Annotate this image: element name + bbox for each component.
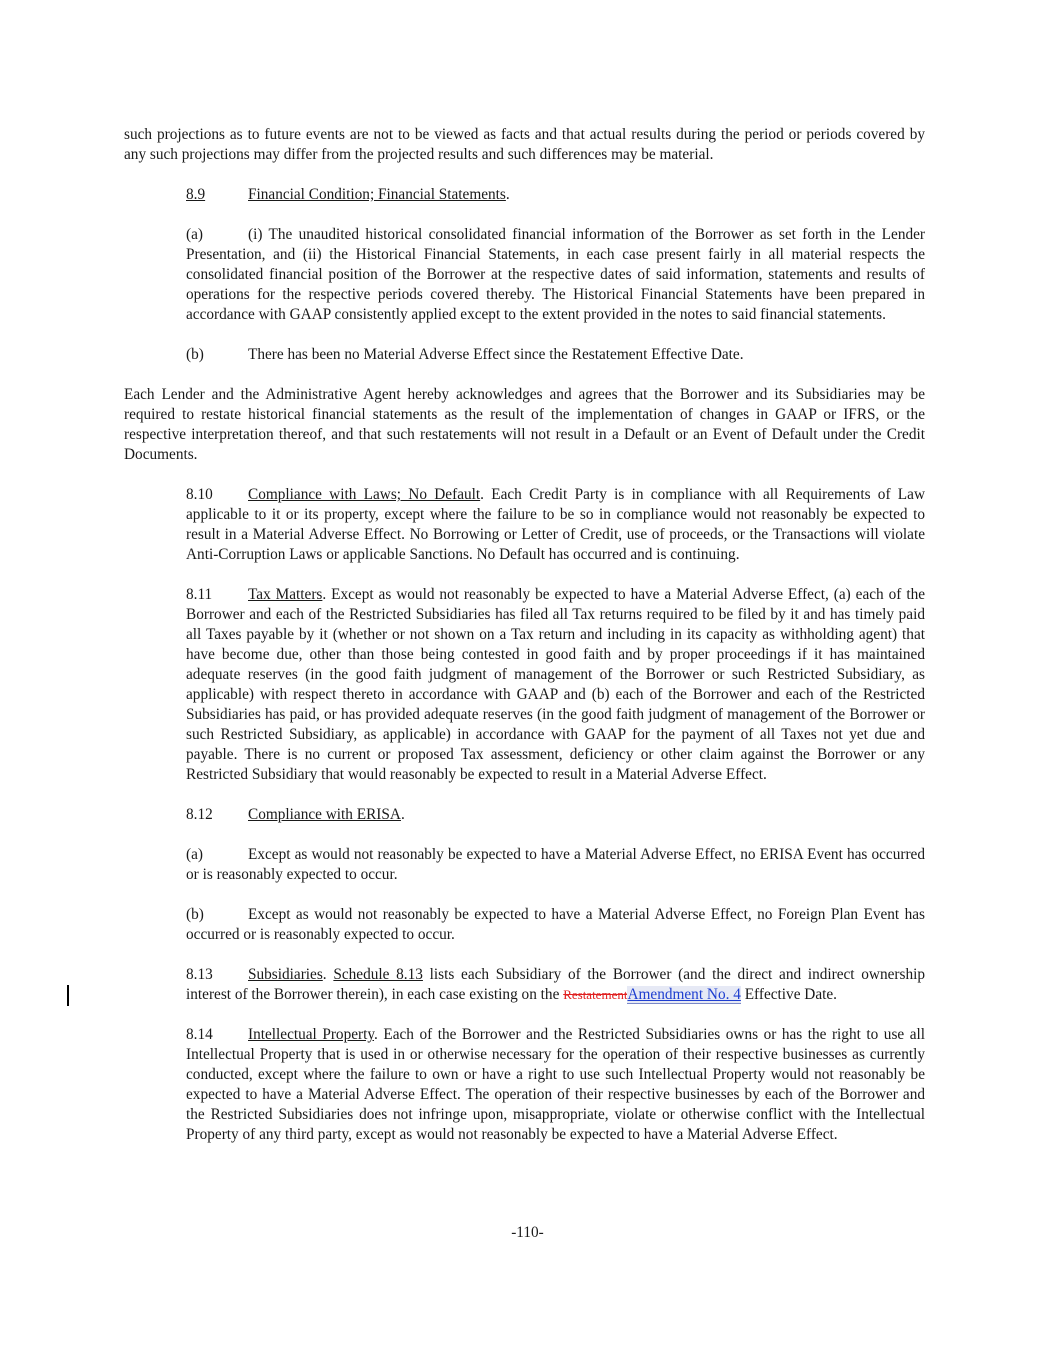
section-8-10: 8.10 Compliance with Laws; No Default. Each Credit Party is in compliance with all Requirements of Law applicable to it or its property, except where the failure to be so in compliance would not reasonably be expected to result in a Material Adverse Effect. No Borrowing or Letter of Credit, use of proceeds, or the Transactions will violate Anti-Corruption Laws or applicable Sanctions. No Default has occurred and is continuing.: [186, 486, 925, 563]
section-number: 8.12: [186, 806, 213, 823]
section-number: 8.10: [186, 486, 213, 503]
section-number: 8.11: [186, 586, 213, 603]
clause-label: (a): [186, 846, 203, 863]
page-number: -110-: [511, 1224, 544, 1241]
schedule-reference: Schedule 8.13: [333, 966, 423, 983]
section-title: Financial Condition; Financial Statements: [248, 186, 506, 203]
section-8-12-a: (a) Except as would not reasonably be expected to have a Material Adverse Effect, no ERISA Event has occurred or is reasonably expected to occur.: [186, 846, 925, 883]
section-8-9-heading: 8.9 Financial Condition; Financial Statements.: [186, 186, 510, 203]
section-title: Compliance with ERISA: [248, 806, 401, 823]
section-8-12-heading: 8.12 Compliance with ERISA.: [186, 806, 405, 823]
section-title: Intellectual Property: [248, 1026, 375, 1043]
section-8-11: 8.11 Tax Matters. Except as would not reasonably be expected to have a Material Adverse Effect, (a) each of the Borrower and each of the Restricted Subsidiaries has filed all Tax returns required to be filed by it and has timely paid all Taxes payable by it (whether or not shown on a Tax return and including in its capacity as withholding agent) that have become due, other than those being contested in good faith and by proper proceedings if it has maintained adequate reserves (in the good faith judgment of management of the Borrower or such Restricted Subsidiary, as applicable) with respect thereto in accordance with GAAP and (b) each of the Borrower and each of the Restricted Subsidiaries has paid, or has provided adequate reserves (in the good faith judgment of management of the Borrower or such Restricted Subsidiary, as applicable) in accordance with GAAP for the payment of all Taxes not yet due and payable. There is no current or proposed Tax assessment, deficiency or other claim against the Borrower or any Restricted Subsidiary that would reasonably be expected to result in a Material Adverse Effect.: [186, 586, 926, 783]
paragraph-each-lender: Each Lender and the Administrative Agent hereby acknowledges and agrees that the Borrower and its Subsidiaries may be required to restate historical financial statements as the result of the implementation of changes in GAAP or IFRS, or the respective interpretation thereof, and that such restatements will not result in a Default or an Event of Default under the Credit Documents.: [124, 386, 925, 463]
document-page: [124, 125, 925, 1165]
section-number: 8.13: [186, 966, 213, 983]
inserted-text: Amendment No. 4: [627, 986, 741, 1003]
section-8-9-b: (b) There has been no Material Adverse Effect since the Restatement Effective Date.: [186, 346, 744, 363]
section-8-14: 8.14 Intellectual Property. Each of the Borrower and the Restricted Subsidiaries owns or has the right to use all Intellectual Property that is used in or otherwise necessary for the operation of their respective businesses as currently conducted, except where the failure to own or have a right to use such Intellectual Property would not reasonably be expected to have a Material Adverse Effect. The operation of their respective businesses by each of the Borrower and the Restricted Subsidiaries does not infringe upon, misappropriate, violate or otherwise conflict with the Intellectual Property of any third party, except as would not reasonably be expected to have a Material Adverse Effect.: [186, 1026, 925, 1143]
deleted-text: Restatement: [563, 987, 628, 1002]
revision-change-bar: [67, 985, 69, 1006]
section-number: 8.9: [186, 186, 206, 203]
section-number: 8.14: [186, 1026, 213, 1043]
section-8-9-a: (a) (i) The unaudited historical consolidated financial information of the Borrower as set forth in the Lender Presentation, and (ii) the Historical Financial Statements, in each case present fairly in all material respects the consolidated financial position of the Borrower at the respective dates of said information, statements and results of operations for the respective periods covered thereby. The Historical Financial Statements have been prepared in accordance with GAAP consistently applied except to the extent provided in the notes to said financial statements.: [186, 226, 925, 323]
clause-label: (b): [186, 346, 204, 363]
section-title: Compliance with Laws; No Default: [248, 486, 481, 503]
section-title: Subsidiaries: [248, 966, 323, 983]
section-title: Tax Matters: [248, 586, 323, 603]
section-8-12-b: (b) Except as would not reasonably be expected to have a Material Adverse Effect, no Foreign Plan Event has occurred or is reasonably expected to occur.: [186, 906, 925, 943]
section-8-13: 8.13 Subsidiaries. Schedule 8.13 lists each Subsidiary of the Borrower (and the direct and indirect ownership interest of the Borrower therein), in each case existing on the RestatementAmendment No. 4 Effective Date.: [186, 966, 926, 1003]
paragraph-projections: such projections as to future events are not to be viewed as facts and that actual results during the period or periods covered by any such projections may differ from the projected results and such differences may be material.: [124, 126, 925, 163]
clause-label: (a): [186, 226, 203, 243]
clause-label: (b): [186, 906, 204, 923]
